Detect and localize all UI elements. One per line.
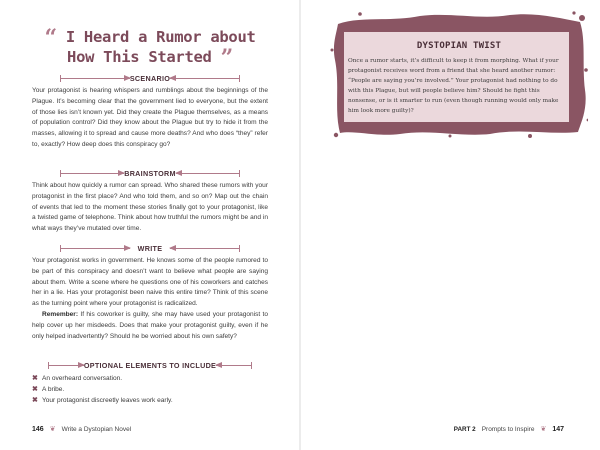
arrow-left-icon — [176, 169, 240, 178]
arrow-left-icon — [170, 74, 240, 83]
arrow-right-icon — [60, 244, 130, 253]
title-line-1: I Heard a Rumor about — [65, 28, 256, 46]
part-label: PART 2 — [453, 425, 476, 433]
right-page — [300, 0, 600, 450]
list-item — [32, 373, 268, 384]
arrow-left-icon — [216, 361, 252, 370]
write-text — [32, 256, 268, 342]
list-item — [32, 384, 268, 395]
list-item-text: Your protagonist discreetly leaves work early. — [42, 397, 173, 404]
arrow-right-icon — [60, 74, 130, 83]
brainstorm-heading: BRAINSTORM — [124, 169, 176, 178]
ornament-icon: ❦ — [49, 426, 56, 433]
arrow-right-icon — [48, 361, 84, 370]
remember-label: Remember: — [42, 310, 79, 318]
optional-elements-list — [32, 373, 268, 406]
brainstorm-divider — [60, 169, 240, 178]
page-number: 147 — [552, 425, 564, 433]
remember-paragraph — [32, 310, 268, 342]
brainstorm-paragraph: Think about how quickly a rumor can spread. Who shared these rumors with your protagonist in the first place? And who told them, and so on? Map out the chain of events that led to the moment these stories finally got to your protagonist, like a twisted game of telephone. Think about how truthful the rumors might be and in what ways they’ve mutated over time. — [32, 182, 268, 233]
left-footer — [32, 425, 131, 433]
brainstorm-text — [32, 181, 268, 235]
ornament-icon: ❦ — [540, 426, 547, 433]
scenario-divider — [60, 74, 240, 83]
part-title: Prompts to Inspire — [481, 425, 535, 433]
dystopian-twist-panel — [330, 10, 588, 138]
book-title: Write a Dystopian Novel — [61, 425, 132, 433]
arrow-right-icon — [60, 169, 124, 178]
twist-title: DYSTOPIAN TWIST — [416, 41, 502, 51]
write-paragraph: Your protagonist works in government. He knows some of the people rumored to be part of this conspiracy and doesn’t want to believe what people are saying about them. Write a scene where he questions one of his coworkers and catches her in a lie. Has your protagonist been naive this entire time? Think of this scene as the turning point where your protagonist is radicalized. — [32, 257, 268, 308]
list-item-text: A bribe. — [42, 386, 65, 393]
scenario-paragraph: Your protagonist is hearing whispers and rumblings about the beginnings of the Plague. It’s becoming clear that the government lied to everyone, but the extent of those lies isn’t known yet. Did they create the Plague themselves, as a means of population control? Did they know about the Plague but try to hide it from the masses, allowing it to spread and cause more deaths? And who does “they” refer to, exactly? How deep does this conspiracy go? — [32, 87, 268, 148]
optional-divider — [48, 361, 252, 370]
scenario-text — [32, 86, 268, 151]
page-title — [40, 25, 260, 71]
remember-text: If his coworker is guilty, she may have used your protagonist to help cover up her misdeeds. Does that make your protagonist guilty, even if he only helped inadvertently? Should he be worried about his own safety? — [32, 310, 268, 340]
write-heading: WRITE — [137, 244, 163, 253]
close-quote-icon: ” — [220, 45, 233, 71]
optional-heading: OPTIONAL ELEMENTS TO INCLUDE — [83, 361, 217, 370]
twist-text: Once a rumor starts, it’s difficult to keep it from morphing. What if your protagonist receives word from a friend that she heard another rumor: “People are saying you’re involved.” Your protagonist had nothing to do with this Plague, but will people believe him? Should he fight this nonsense, or is it smarter to run (even though running would only make him look more guilty)? — [348, 58, 559, 114]
list-item-text: An overheard conversation. — [42, 375, 123, 382]
title-line-2: How This Started — [67, 48, 212, 66]
open-quote-icon: “ — [44, 25, 57, 51]
page-number: 146 — [32, 425, 44, 433]
write-divider — [60, 244, 240, 253]
arrow-left-icon — [170, 244, 240, 253]
x-mark-icon: ✖ — [32, 375, 38, 382]
x-mark-icon: ✖ — [32, 386, 38, 393]
x-mark-icon: ✖ — [32, 397, 38, 404]
list-item — [32, 395, 268, 406]
scenario-heading: SCENARIO — [129, 74, 171, 83]
right-footer — [454, 425, 564, 433]
